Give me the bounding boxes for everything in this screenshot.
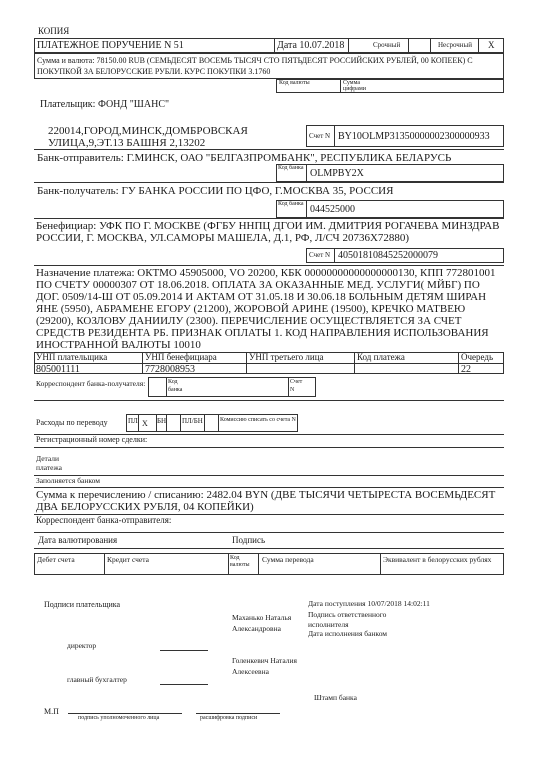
correspondent-account-label: Счет N <box>290 379 303 393</box>
divider <box>228 553 229 575</box>
payer-signatures-label: Подписи плательщика <box>44 600 121 609</box>
payer-account-label: Счет N <box>309 132 331 140</box>
receiver-bank-code: 044525000 <box>310 204 355 215</box>
divider <box>354 352 355 374</box>
document-date: Дата 10.07.2018 <box>277 40 345 51</box>
accountant-signature-line <box>160 684 208 685</box>
divider <box>104 553 105 575</box>
payer-address: 220014,ГОРОД,МИНСК,ДОМБРОВСКАЯ УЛИЦА,9,ЭТ.13 БАШНЯ 2,13202 <box>48 125 248 149</box>
divider <box>180 414 181 432</box>
transfer-sum-header: Сумма перевода <box>262 555 314 564</box>
divider <box>408 38 409 53</box>
divider <box>258 553 259 575</box>
beneficiary-account-label: Счет N <box>309 251 331 259</box>
responsible-signature-label: Подпись ответственного исполнителя <box>308 610 387 629</box>
unp-third-party-header: УНП третьего лица <box>249 352 324 362</box>
section-line <box>34 218 504 219</box>
receipt-date: Дата поступления 10/07/2018 14:02:11 <box>308 599 430 608</box>
divider <box>142 352 143 374</box>
byn-equivalent-header: Эквивалент в белорусских рублях <box>383 555 492 564</box>
signature-decoding-label: расшифровка подписи <box>200 715 258 721</box>
section-line <box>34 182 504 183</box>
receiver-bank-label: Банк-получатель: ГУ БАНКА РОССИИ ПО ЦФО, Г.МОСКВА 35, РОССИЯ <box>37 185 394 197</box>
debit-account-header: Дебет счета <box>37 555 75 564</box>
accountant-name: Голенкевич Наталия Алексеевна <box>232 656 297 676</box>
mp-label: М.П <box>44 707 59 716</box>
divider <box>218 414 219 432</box>
unp-payer-value: 805001111 <box>36 364 80 375</box>
authorized-signature-line <box>68 713 182 714</box>
copy-stamp: КОПИЯ <box>38 26 70 36</box>
director-signature-line <box>160 650 208 651</box>
divider <box>430 38 431 53</box>
urgent-label: Срочный <box>373 41 401 49</box>
expenses-option-payer: ПЛ <box>128 417 138 425</box>
director-name: Маханько Наталья Александровна <box>232 613 292 633</box>
queue-header: Очередь <box>461 352 494 362</box>
unp-beneficiary-header: УНП бенефициара <box>145 352 217 362</box>
payment-purpose: Назначение платежа: ОКТМО 45905000, VO 20200, КБК 00000000000000000130, КПП 772801001 ПО СЧЕТУ 00000307 ОТ 18.06.2018. ОПЛАТА ЗА ОКАЗАННЫЕ МЕД. УСЛУГИ( МЙБГ) ПО ДОГ. 0509/14-Ш ОТ 05.09.2014 И АКТАМ ОТ 31.05.18 И 30.06.18 БОЛЬНЫМ ДЕТЯМ ШИРАН ЯНЕ (5950), АБРАМЕНЕ ЕГОРУ (21200), ЖОРОВОЙ АРИНЕ (19500), КРЕЧКО МАТВЕЮ (29200), КОЗЛОВУ ДАНИИЛУ (2300). ПЕРЕЧИСЛЕНИЕ ОСУЩЕСТВЛЯЕТСЯ ЗА СЧЕТ СРЕДСТВ РЕЗИДЕНТА РБ. ПРИЗНАК ОПЛАТЫ 1. КОД НАПРАВЛЕНИЯ ИСПОЛЬЗОВАНИЯ ИНОСТРАННОЙ ВАЛЮТЫ 10010 <box>36 267 496 351</box>
unp-payer-header: УНП плательщика <box>36 352 108 362</box>
section-line <box>34 447 504 448</box>
divider <box>166 377 167 397</box>
beneficiary-text: Бенефициар: УФК ПО Г. МОСКВЕ (ФГБУ ННПЦ ДГОИ ИМ. ДМИТРИЯ РОГАЧЕВА МИНЗДРАВ РОССИИ, Г. МОСКВА, УЛ.САМОРЫ МАШЕЛА, Д.1, РФ, Л/СЧ 20736Х72880) <box>36 220 500 244</box>
divider <box>340 79 341 93</box>
sender-bank-code: OLMPBY2X <box>310 168 364 179</box>
signature-decoding-line <box>196 713 280 714</box>
nonurgent-mark: X <box>488 40 495 50</box>
payer-account-number: BY10OLMP31350000002300000933 <box>338 131 490 142</box>
writeoff-label: Комиссию списать со счета N <box>220 417 296 423</box>
divider <box>380 553 381 575</box>
valuation-date-label: Дата валютирования <box>38 535 118 545</box>
transfer-amount-text: Сумма к перечислению / списанию: 2482.04 BYN (ДВЕ ТЫСЯЧИ ЧЕТЫРЕСТА ВОСЕМЬДЕСЯТ ДВА БЕЛОРУССКИХ РУБЛЯ, 04 КОПЕЙКИ) <box>36 489 496 513</box>
sender-bank-code-label: Код банка <box>278 165 304 171</box>
divider <box>306 164 307 182</box>
payment-code-header: Код платежа <box>357 352 405 362</box>
expenses-label: Расходы по переводу <box>36 418 108 427</box>
execution-date-label: Дата исполнения банком <box>308 629 388 638</box>
section-line <box>34 548 504 549</box>
section-line <box>34 265 504 266</box>
document-title: ПЛАТЕЖНОЕ ПОРУЧЕНИЕ N 51 <box>37 40 184 51</box>
divider <box>204 414 205 432</box>
expenses-option-beneficiary: БН <box>157 417 167 425</box>
chief-accountant-label: главный бухгалтер <box>67 675 127 684</box>
correspondent-code-label: Код банка <box>168 379 183 393</box>
divider <box>138 414 139 432</box>
filled-by-bank-label: Заполняется банком <box>36 476 100 485</box>
payment-details-label: Детали платежа <box>36 454 63 472</box>
table-line <box>34 363 504 364</box>
divider <box>288 377 289 397</box>
section-line <box>34 487 504 488</box>
queue-value: 22 <box>461 364 471 375</box>
credit-account-header: Кредит счета <box>107 555 149 564</box>
expenses-option-payer-mark: X <box>142 419 148 428</box>
divider <box>334 248 335 263</box>
divider <box>348 38 349 53</box>
currency-code-header: Код валюты <box>230 555 250 568</box>
unp-beneficiary-value: 7728008953 <box>145 364 195 375</box>
beneficiary-account-number: 40501810845252000079 <box>338 250 438 261</box>
bank-stamp-label: Штамп банка <box>314 693 357 702</box>
authorized-signature-label: подпись уполномоченного лица <box>78 715 160 721</box>
divider <box>246 352 247 374</box>
divider <box>166 414 167 432</box>
receiver-bank-code-label: Код банка <box>278 201 304 207</box>
nonurgent-label: Несрочный <box>438 41 472 49</box>
amount-digits-label: Сумма цифрами <box>343 80 366 92</box>
currency-code-label: Код валюты <box>279 80 310 86</box>
sender-correspondent-label: Корреспондент банка-отправителя: <box>36 515 172 525</box>
section-line <box>34 149 504 150</box>
correspondent-label: Корреспондент банка-получателя: <box>36 379 146 388</box>
section-line <box>34 532 504 533</box>
expenses-option-shared: ПЛ/БН <box>182 417 203 425</box>
director-label: директор <box>67 641 97 650</box>
registration-number-label: Регистрационный номер сделки: <box>36 435 148 444</box>
payer-label: Плательщик: ФОНД "ШАНС" <box>40 99 170 110</box>
sender-bank-label: Банк-отправитель: Г.МИНСК, ОАО "БЕЛГАЗПРОМБАНК", РЕСПУБЛИКА БЕЛАРУСЬ <box>37 152 452 164</box>
amount-currency-text: Сумма и валюта: 78150.00 RUB (СЕМЬДЕСЯТ ВОСЕМЬ ТЫСЯЧ СТО ПЯТЬДЕСЯТ РОССИЙСКИХ РУБЛЕЙ, 00 КОПЕЕК) С ПОКУПКОЙ ЗА БЕЛОРУССКИЕ РУБЛИ. КУРС ПОКУПКИ 3.1760 <box>37 56 473 76</box>
section-line <box>34 475 504 476</box>
divider <box>274 38 275 53</box>
divider <box>306 200 307 218</box>
divider <box>478 38 479 53</box>
divider <box>334 125 335 147</box>
divider <box>458 352 459 374</box>
section-line <box>34 400 504 401</box>
valuation-signature-label: Подпись <box>232 535 266 545</box>
